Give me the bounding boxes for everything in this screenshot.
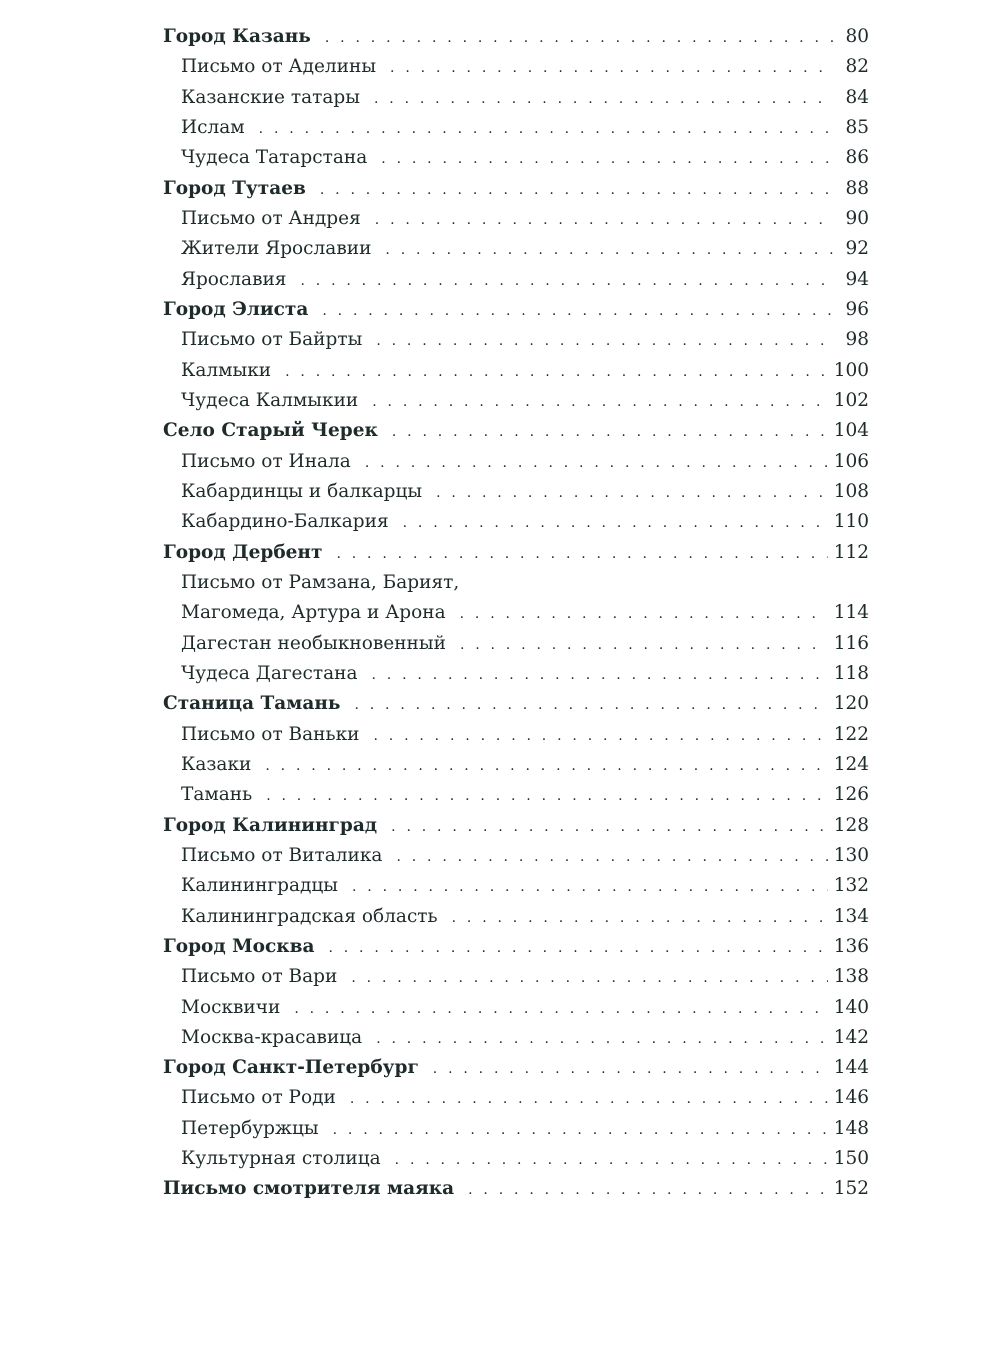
- toc-page-number: 116: [833, 632, 869, 654]
- dot-leader: [300, 266, 833, 296]
- dot-leader: [351, 963, 827, 993]
- toc-page-number: 108: [833, 480, 869, 502]
- toc-entry-title: Тамань: [181, 784, 253, 806]
- toc-subsection-entry[interactable]: [163, 113, 869, 143]
- toc-section-entry[interactable]: [163, 22, 869, 52]
- toc-section-entry[interactable]: [163, 538, 869, 568]
- toc-subsection-entry[interactable]: [163, 204, 869, 234]
- toc-page-number: 136: [833, 935, 869, 957]
- dot-leader: [460, 599, 828, 629]
- toc-entry-title: Письмо от Аделины: [181, 56, 377, 78]
- dot-leader: [372, 660, 828, 690]
- toc-page-number: 130: [833, 844, 869, 866]
- toc-subsection-entry[interactable]: [163, 507, 869, 537]
- toc-entry-title: Письмо смотрителя маяка: [163, 1178, 455, 1200]
- toc-entry-title: Чудеса Дагестана: [181, 662, 358, 684]
- toc-page-number: 142: [833, 1026, 869, 1048]
- toc-entry-title: Кабардинцы и балкарцы: [181, 480, 423, 502]
- toc-subsection-entry[interactable]: [163, 265, 869, 295]
- toc-subsection-entry[interactable]: [163, 568, 869, 598]
- toc-entry-title: Казанские татары: [181, 86, 360, 108]
- dot-leader: [350, 1084, 828, 1114]
- dot-leader: [285, 357, 828, 387]
- toc-page-number: 88: [845, 177, 869, 199]
- toc-subsection-entry[interactable]: [163, 750, 869, 780]
- dot-leader: [433, 1054, 828, 1084]
- toc-entry-title: Культурная столица: [181, 1148, 381, 1170]
- toc-subsection-entry[interactable]: [163, 234, 869, 264]
- toc-section-entry[interactable]: [163, 811, 869, 841]
- toc-page-number: 85: [845, 116, 869, 138]
- toc-page-number: 140: [833, 996, 869, 1018]
- dot-leader: [352, 872, 828, 902]
- toc-entry-title: Станица Тамань: [163, 693, 341, 715]
- dot-leader: [333, 1115, 828, 1145]
- toc-subsection-entry[interactable]: [163, 1114, 869, 1144]
- toc-entry-title: Письмо от Вари: [181, 966, 338, 988]
- toc-page-number: 128: [833, 814, 869, 836]
- toc-entry-title: Чудеса Калмыкии: [181, 389, 359, 411]
- toc-entry-title: Москвичи: [181, 996, 281, 1018]
- toc-entry-title: Казаки: [181, 753, 252, 775]
- toc-subsection-entry[interactable]: [163, 1083, 869, 1113]
- toc-page-number: 80: [845, 26, 869, 47]
- toc-entry-title: Петербуржцы: [181, 1117, 319, 1139]
- toc-section-entry[interactable]: [163, 689, 869, 719]
- dot-leader: [403, 508, 828, 538]
- toc-page-number: 86: [845, 147, 869, 169]
- toc-subsection-entry[interactable]: [163, 356, 869, 386]
- dot-leader: [320, 175, 833, 205]
- toc-subsection-entry[interactable]: [163, 143, 869, 173]
- toc-page-number: 144: [833, 1057, 869, 1079]
- toc-section-entry[interactable]: [163, 416, 869, 446]
- dot-leader: [374, 84, 833, 114]
- toc-entry-title: Кабардино-Балкария: [181, 511, 389, 533]
- toc-entry-title: Город Москва: [163, 935, 315, 957]
- toc-entry-title: Письмо от Рамзана, Барият,: [181, 571, 460, 593]
- toc-entry-title: Калининградская область: [181, 905, 438, 927]
- dot-leader: [436, 478, 828, 508]
- toc-subsection-entry[interactable]: [163, 902, 869, 932]
- toc-entry-title: Ислам: [181, 116, 245, 138]
- toc-subsection-entry[interactable]: [163, 477, 869, 507]
- toc-page-number: 94: [845, 268, 869, 290]
- toc-section-entry[interactable]: [163, 174, 869, 204]
- toc-section-entry[interactable]: [163, 1053, 869, 1083]
- toc-page-number: 134: [833, 905, 869, 927]
- dot-leader: [372, 387, 827, 417]
- toc-entry-title: Письмо от Байрты: [181, 329, 363, 351]
- dot-leader: [390, 53, 833, 83]
- toc-page-number: 120: [833, 693, 869, 715]
- dot-leader: [376, 1024, 827, 1054]
- dot-leader: [392, 417, 828, 447]
- dot-leader: [452, 903, 828, 933]
- dot-leader: [336, 539, 827, 569]
- toc-page-number: 106: [833, 450, 869, 472]
- toc-page-number: 102: [833, 389, 869, 411]
- toc-subsection-entry[interactable]: [163, 871, 869, 901]
- toc-entry-title: Письмо от Ваньки: [181, 723, 360, 745]
- dot-leader: [381, 144, 833, 174]
- toc-page-number: 126: [833, 784, 869, 806]
- dot-leader: [325, 23, 833, 53]
- toc-subsection-entry[interactable]: [163, 962, 869, 992]
- toc-page-number: 82: [845, 56, 869, 78]
- toc-entry-title: Село Старый Черек: [163, 420, 378, 442]
- toc-entry-title: Жители Ярославии: [181, 238, 372, 260]
- table-of-contents: [163, 22, 869, 1205]
- dot-leader: [354, 690, 827, 720]
- dot-leader: [376, 326, 833, 356]
- toc-subsection-entry[interactable]: [163, 447, 869, 477]
- toc-subsection-entry[interactable]: [163, 1144, 869, 1174]
- toc-page-number: 110: [833, 511, 869, 533]
- toc-page-number: 92: [845, 238, 869, 260]
- toc-page-number: 138: [833, 966, 869, 988]
- toc-subsection-entry[interactable]: [163, 83, 869, 113]
- toc-page-number: 124: [833, 753, 869, 775]
- dot-leader: [328, 933, 827, 963]
- toc-subsection-entry[interactable]: [163, 993, 869, 1023]
- toc-page-number: 96: [845, 298, 869, 320]
- toc-entry-title: Ярославия: [181, 268, 287, 290]
- dot-leader: [395, 1145, 828, 1175]
- toc-entry-title: Город Санкт-Петербург: [163, 1057, 419, 1079]
- dot-leader: [322, 296, 833, 326]
- toc-entry-title: Калининградцы: [181, 875, 338, 897]
- toc-section-entry[interactable]: [163, 295, 869, 325]
- toc-entry-title: Письмо от Инала: [181, 450, 351, 472]
- toc-page-number: 146: [833, 1087, 869, 1109]
- toc-entry-title: Магомеда, Артура и Арона: [181, 602, 446, 624]
- dot-leader: [385, 235, 833, 265]
- toc-section-entry[interactable]: [163, 1174, 869, 1204]
- toc-page-number: 122: [833, 723, 869, 745]
- toc-subsection-entry[interactable]: [163, 780, 869, 810]
- toc-subsection-entry[interactable]: [163, 598, 869, 628]
- toc-subsection-entry[interactable]: [163, 325, 869, 355]
- toc-entry-title: Москва-красавица: [181, 1026, 363, 1048]
- toc-entry-title: Город Калининград: [163, 814, 378, 836]
- toc-page-number: 100: [833, 359, 869, 381]
- toc-subsection-entry[interactable]: [163, 52, 869, 82]
- toc-page-number: 148: [833, 1117, 869, 1139]
- toc-entry-title: Город Дербент: [163, 541, 323, 563]
- toc-page-number: 84: [845, 86, 869, 108]
- toc-page-number: 152: [833, 1178, 869, 1200]
- toc-entry-title: Город Казань: [163, 26, 311, 47]
- toc-page-number: 118: [833, 662, 869, 684]
- toc-page-number: 98: [845, 329, 869, 351]
- toc-page-number: 132: [833, 875, 869, 897]
- toc-entry-title: Письмо от Виталика: [181, 844, 383, 866]
- dot-leader: [391, 812, 828, 842]
- dot-leader: [373, 721, 827, 751]
- toc-section-entry[interactable]: [163, 932, 869, 962]
- dot-leader: [460, 630, 828, 660]
- toc-subsection-entry[interactable]: [163, 720, 869, 750]
- toc-subsection-entry[interactable]: [163, 386, 869, 416]
- toc-page-number: 112: [833, 541, 869, 563]
- toc-entry-title: Калмыки: [181, 359, 272, 381]
- toc-entry-title: Город Элиста: [163, 298, 309, 320]
- toc-entry-title: Письмо от Андрея: [181, 207, 361, 229]
- dot-leader: [468, 1175, 828, 1205]
- toc-entry-title: Письмо от Роди: [181, 1087, 336, 1109]
- dot-leader: [294, 994, 827, 1024]
- dot-leader: [365, 448, 828, 478]
- toc-page-number: 150: [833, 1148, 869, 1170]
- dot-leader: [375, 205, 833, 235]
- dot-leader: [259, 114, 833, 144]
- toc-subsection-entry[interactable]: [163, 659, 869, 689]
- dot-leader: [266, 781, 827, 811]
- toc-page-number: 90: [845, 207, 869, 229]
- toc-entry-title: Дагестан необыкновенный: [181, 632, 446, 654]
- dot-leader: [265, 751, 827, 781]
- toc-subsection-entry[interactable]: [163, 629, 869, 659]
- dot-leader: [396, 842, 827, 872]
- toc-page-number: 114: [833, 602, 869, 624]
- toc-page-number: 104: [833, 420, 869, 442]
- toc-subsection-entry[interactable]: [163, 841, 869, 871]
- toc-subsection-entry[interactable]: [163, 1023, 869, 1053]
- toc-entry-title: Город Тутаев: [163, 177, 306, 199]
- toc-entry-title: Чудеса Татарстана: [181, 147, 368, 169]
